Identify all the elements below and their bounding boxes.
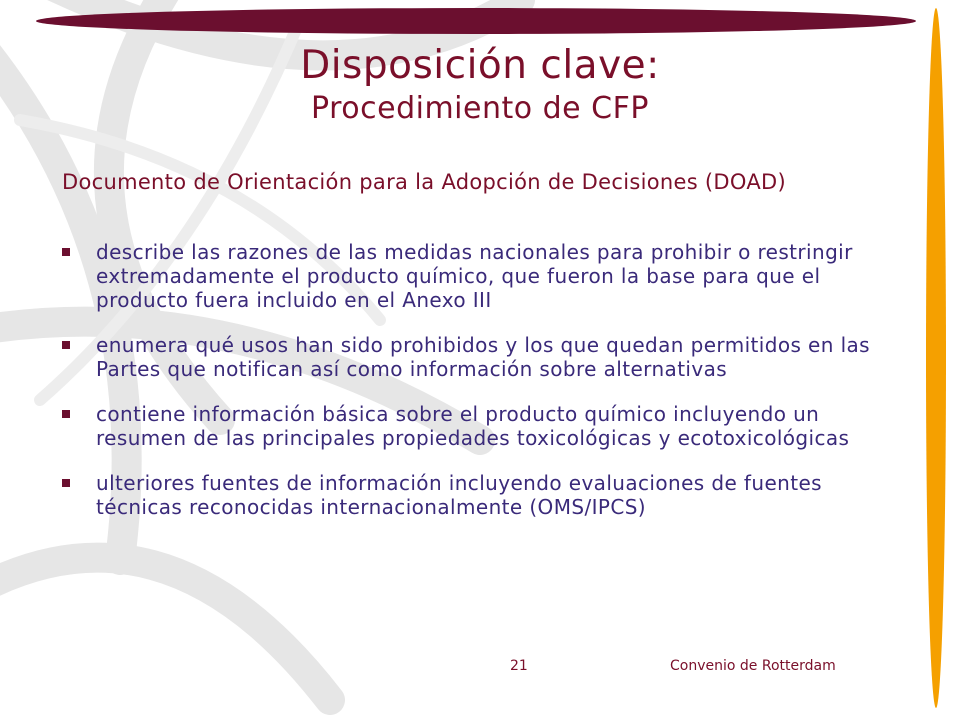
bullet-item <box>62 402 912 450</box>
square-bullet-icon <box>62 410 70 418</box>
slide-title: Disposición clave: <box>300 43 660 88</box>
square-bullet-icon <box>62 248 70 256</box>
square-bullet-icon <box>62 341 70 349</box>
bullet-item <box>62 333 912 381</box>
bullet-text: ulteriores fuentes de información incluyendo evaluaciones de fuentes técnicas reconocidas internacionalmente (OMS/IPCS) <box>96 471 822 519</box>
bullet-item <box>62 240 912 312</box>
slide-subtitle: Procedimiento de CFP <box>311 91 649 126</box>
bullet-text: enumera qué usos han sido prohibidos y los que quedan permitidos en las Partes que notifican así como información sobre alternativas <box>96 333 871 381</box>
top-decorative-bar <box>36 8 916 34</box>
bullet-text: describe las razones de las medidas nacionales para prohibir o restringir extremadamente el producto químico, que fueron la base para que el producto fuera incluido en el Anexo III <box>96 240 853 312</box>
intro-heading: Documento de Orientación para la Adopción de Decisiones (DOAD) <box>62 170 786 194</box>
square-bullet-icon <box>62 479 70 487</box>
bullet-text: contiene información básica sobre el producto químico incluyendo un resumen de las principales propiedades toxicológicas y ecotoxicológicas <box>96 402 850 450</box>
bullet-item <box>62 471 912 519</box>
footer-organization: Convenio de Rotterdam <box>670 658 836 674</box>
bullet-list <box>62 240 912 540</box>
page-number: 21 <box>510 658 528 674</box>
